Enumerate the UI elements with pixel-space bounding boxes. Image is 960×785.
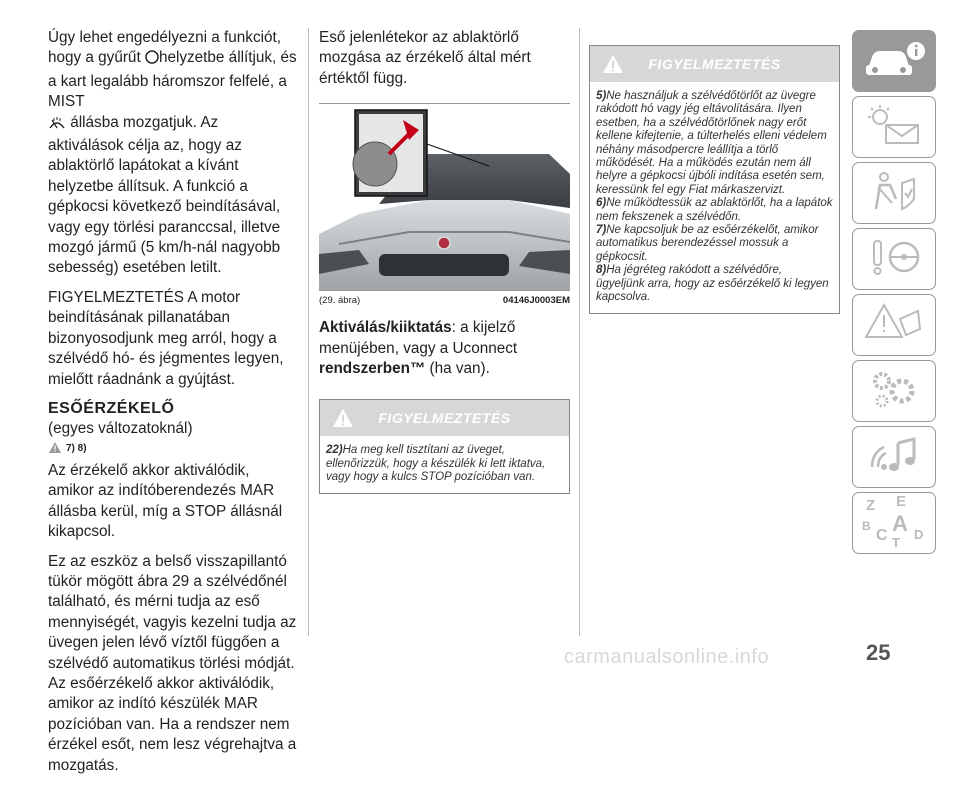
rain-paragraph: Eső jelenlétekor az ablaktörlő mozgása az érzékelő által mért értéktől függ. xyxy=(319,29,531,87)
warning-triangle-icon xyxy=(602,54,624,79)
tab-safety[interactable] xyxy=(852,162,936,224)
tab-lights[interactable] xyxy=(852,96,936,158)
tab-index[interactable] xyxy=(852,492,936,554)
warning-item: 7)Ne kapcsoljuk be az esőérzékelőt, amikor automatikus berendezéssel mossuk a gépkocsit. xyxy=(596,224,819,263)
warning-body xyxy=(590,82,839,313)
index-letters-icon: Z E B A C D T xyxy=(862,493,924,550)
lights-icon xyxy=(862,103,926,152)
section-heading: ESŐÉRZÉKELŐ xyxy=(48,399,175,417)
warning-road-icon xyxy=(862,301,926,350)
section-subheading: (egyes változatoknál) xyxy=(48,419,193,437)
car-info-icon xyxy=(862,39,926,84)
ring-position-icon xyxy=(145,49,159,71)
column-divider xyxy=(308,28,309,636)
warning-item: 8)Ha jégréteg rakódott a szélvédőre, ügyeljünk arra, hogy az esőérzékelő ki legyen kapcsolva. xyxy=(596,264,829,304)
warning-item: 5)Ne használjuk a szélvédőtörlőt az üvegre rakódott hó vagy jég eltávolítására. Ilyen esetben, ha a szélvédőtörlőnek nagy erőt kellene kifejtenie, a túlterhelés elleni védelem néhány másodpercre leállítja a törlő működését. Ha a működés ezután nem áll helyre a gépkocsi újbóli indítása esetén sem, keressünk fel egy Fiat márkaszervizt. xyxy=(596,90,827,196)
figure-29 xyxy=(319,103,570,291)
watermark: carmanualsonline.info xyxy=(564,646,770,668)
warning-item: 6)Ne működtessük az ablaktörlőt, ha a lapátok nem fekszenek a szélvédőn. xyxy=(596,197,833,223)
activation-paragraph: Aktiválás/kiiktatás: a kijelző menüjében, vagy a Uconnect rendszerben™ (ha van). xyxy=(319,319,518,378)
warning-header: FIGYELMEZTETÉS xyxy=(320,400,569,436)
starting-driving-icon xyxy=(862,235,926,284)
tab-car-info[interactable] xyxy=(852,30,936,92)
mist-wiper-icon xyxy=(48,116,66,136)
sensor-description-paragraph: Ez az eszköz a belső visszapillantó tükör mögött ábra 29 a szélvédőnél található, és mérni tudja az eső mennyiségét, vagyis kezelni tudja az üvegen jelen lévő víztől függően a szélvédő automatikus törlési módját. Az esőérzékelő akkor aktiválódik, amikor az indító készülék MAR pozícióban van. Ha a rendszer nem érzékel esőt, nem lesz végrehajtva a mozgatás. xyxy=(48,552,297,774)
tab-starting-driving[interactable] xyxy=(852,228,936,290)
page-number: 25 xyxy=(866,640,891,665)
safety-icon xyxy=(862,169,926,218)
warning-header: FIGYELMEZTETÉS xyxy=(590,46,839,82)
chapter-tabs xyxy=(852,30,936,558)
column-divider xyxy=(579,28,580,636)
column-3 xyxy=(589,45,840,314)
warning-references: 7) 8) xyxy=(48,441,298,457)
sensor-activation-paragraph: Az érzékelő akkor aktiválódik, amikor az indítóberendezés MAR állásba kerül, míg a STOP állásnál kikapcsol. xyxy=(48,461,283,541)
tab-maintenance[interactable] xyxy=(852,360,936,422)
tab-emergency[interactable] xyxy=(852,294,936,356)
intro-paragraph: Úgy lehet engedélyezni a funkciót, hogy a gyűrűt helyzetbe állítjuk, és a kart legalább háromszor felfelé, a MIST állásba mozgatjuk. Az aktiválások célja az, hogy az ablaktörlő lapátokat a kívánt helyzetbe állítsuk. A funkció a gépkocsi következő beindításával, vagy egy törlési paranccsal, illetve mozgó jármű (5 km/h-nál nagyobb sebesség) esetében letilt. xyxy=(48,29,297,277)
figure-code: 04146J0003EM xyxy=(502,295,570,307)
warning-paragraph: FIGYELMEZTETÉS A motor beindításának pillanatában bizonyosodjunk meg arról, hogy a szélvédő hó- és jégmentes legyen, mielőtt ráadnánk a gyújtást. xyxy=(48,288,284,388)
warning-box-5-8 xyxy=(589,45,840,314)
maintenance-gears-icon xyxy=(862,367,926,416)
warning-body: 22)Ha meg kell tisztítani az üveget, ellenőrizzük, hogy a készülék ki lett iktatva, vagy hogy a kulcs STOP pozícióban van. xyxy=(326,444,546,484)
column-1 xyxy=(48,28,298,785)
figure-caption: (29. ábra) 04146J0003EM xyxy=(319,295,570,307)
warning-box-22 xyxy=(319,399,570,493)
tab-multimedia[interactable] xyxy=(852,426,936,488)
column-2 xyxy=(319,28,570,494)
car-windshield-illustration xyxy=(319,104,570,290)
multimedia-icon xyxy=(862,433,926,482)
warning-triangle-icon xyxy=(48,441,62,457)
warning-triangle-icon xyxy=(332,408,354,433)
